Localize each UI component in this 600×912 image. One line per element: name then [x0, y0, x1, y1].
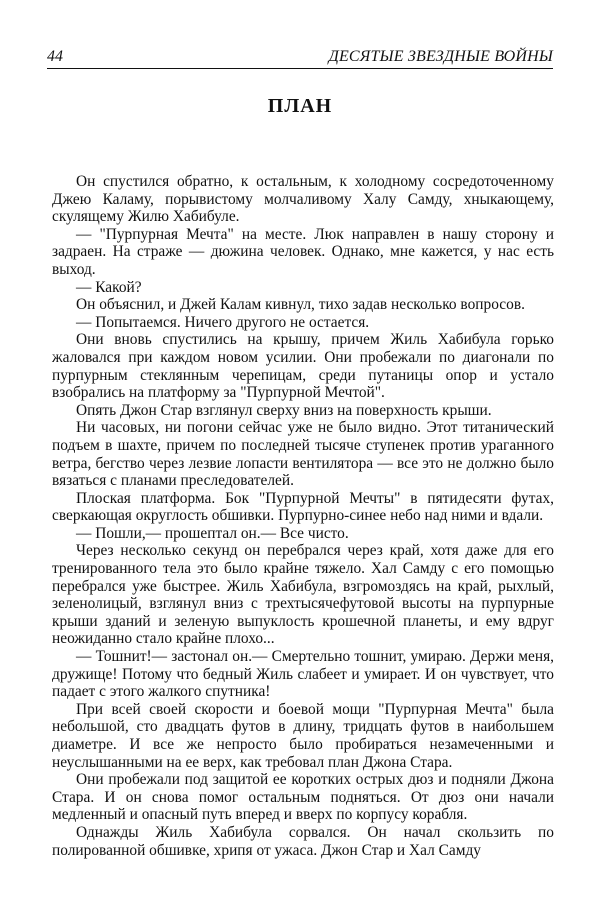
paragraph: Однажды Жиль Хабибула сорвался. Он начал скользить по полированной обшивке, хрипя от ужаса. Джон Стар и Хал Самду	[52, 823, 554, 859]
paragraph: Опять Джон Стар взглянул сверху вниз на поверхность крыши.	[76, 401, 492, 419]
body-text	[52, 173, 554, 859]
paragraph: — Пошли,— прошептал он.— Все чисто.	[76, 524, 349, 542]
paragraph: Ни часовых, ни погони сейчас уже не было видно. Этот титанический подъем в шахте, причем по последней тысяче ступенек против ураганного ветра, бегство через лезвие лопасти вентилятора — все это не должно было вязаться с планами преследователей.	[52, 419, 554, 490]
paragraph: Они пробежали под защитой ее коротких острых дюз и подняли Джона Стара. И он снова помог остальным подняться. От дюз они начали медленный и опасный путь вперед и вверх по корпусу корабля.	[52, 771, 554, 824]
paragraph: Через несколько секунд он перебрался через край, хотя даже для его тренированного тела это было крайне тяжело. Хал Самду с его помощью перебрался уже быстрее. Жиль Хабибула, взгромоздясь на край, рыхлый, зеленолицый, взглянул вниз с трехтысячефутовой высоты на пурпурные крыши зданий и зеленую выпуклость крошечной планеты, и ему вдруг неожиданно стало крайне плохо...	[52, 542, 554, 648]
paragraph: — Попытаемся. Ничего другого не остается.	[76, 313, 370, 331]
paragraph: — "Пурпурная Мечта" на месте. Люк направлен в нашу сторону и задраен. На страже — дюжина человек. Однако, мне кажется, у нас есть выход.	[52, 225, 554, 278]
paragraph: — Тошнит!— застонал он.— Смертельно тошнит, умираю. Держи меня, дружище! Потому что бедный Жиль слабеет и умирает. И он чувствует, что падает с этого жалкого спутника!	[52, 648, 554, 701]
page-number: 44	[47, 48, 63, 65]
chapter-title: ПЛАН	[267, 95, 333, 117]
paragraph: Он спустился обратно, к остальным, к холодному сосредоточенному Джею Каламу, порывистому молчаливому Халу Самду, хныкающему, скулящему Жилю Хабибуле.	[52, 173, 554, 226]
paragraph: Они вновь спустились на крышу, причем Жиль Хабибула горько жаловался при каждом новом усилии. Они пробежали по диагонали по пурпурным стеклянным черепицам, среди путаницы опор и устало взобрались на платформу за "Пурпурной Мечтой".	[52, 331, 554, 402]
paragraph: — Какой?	[76, 278, 142, 296]
paragraph: Плоская платформа. Бок "Пурпурной Мечты" в пятидесяти футах, сверкающая округлость обшивки. Пурпурно-синее небо над ними и вдали.	[52, 489, 554, 525]
paragraph: При всей своей скорости и боевой мощи "Пурпурная Мечта" была небольшой, сто двадцать футов в длину, тридцать футов в наибольшем диаметре. И все же непросто было пробираться незамеченными и неуслышанными на ее верх, как требовал план Джона Стара.	[52, 700, 554, 771]
running-title: ДЕСЯТЫЕ ЗВЕЗДНЫЕ ВОЙНЫ	[328, 48, 553, 65]
running-header	[47, 46, 553, 69]
paragraph: Он объяснил, и Джей Калам кивнул, тихо задав несколько вопросов.	[76, 296, 525, 314]
